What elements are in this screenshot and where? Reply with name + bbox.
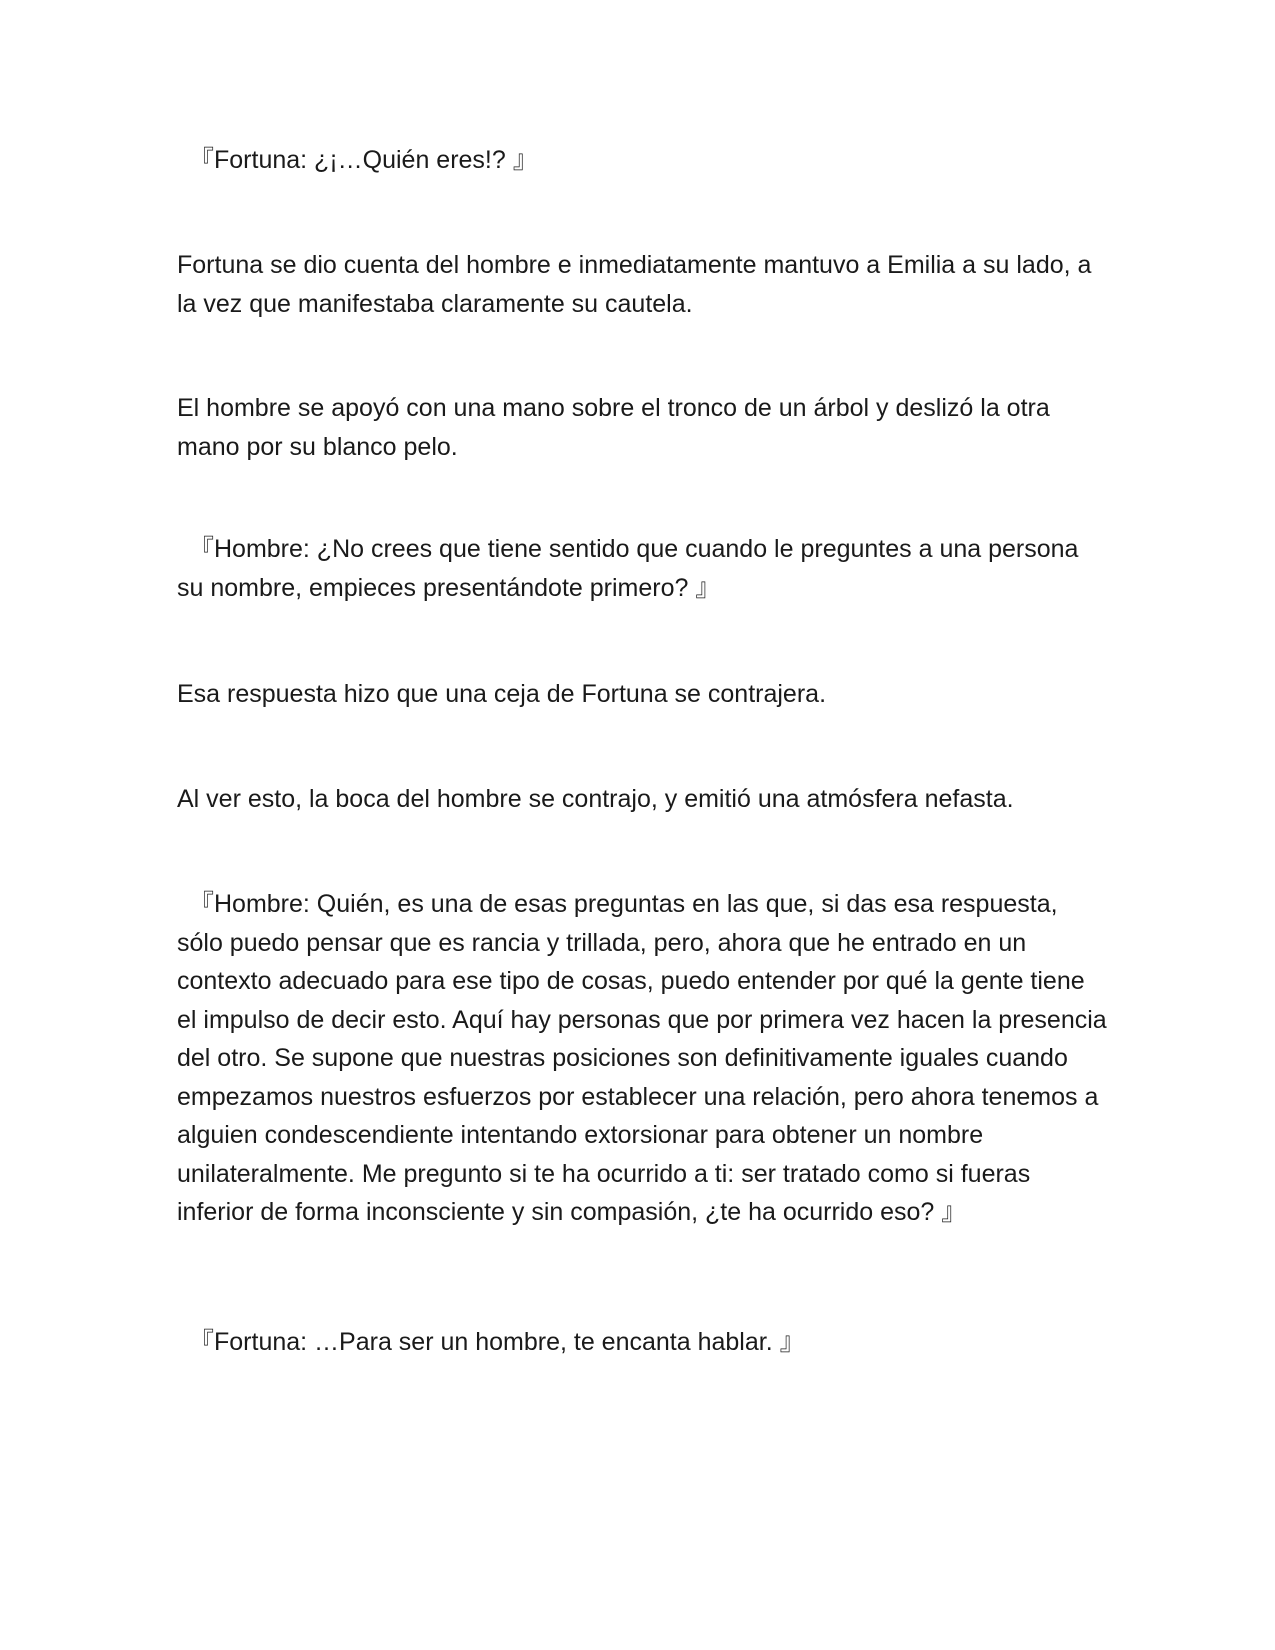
dialogue-fortuna-2: 『Fortuna: …Para ser un hombre, te encanta hablar. 』 xyxy=(189,1328,805,1356)
narration-paragraph-4: Al ver esto, la boca del hombre se contrajo, y emitió una atmósfera nefasta. xyxy=(177,785,1014,813)
dialogue-hombre-1: 『Hombre: ¿No crees que tiene sentido que cuando le preguntes a una persona su nombre, empieces presentándote primero? 』 xyxy=(177,535,1079,602)
narration-paragraph-3: Esa respuesta hizo que una ceja de Fortuna se contrajera. xyxy=(177,680,827,708)
dialogue-fortuna-1: 『Fortuna: ¿¡…Quién eres!? 』 xyxy=(189,146,538,174)
narration-paragraph-2: El hombre se apoyó con una mano sobre el tronco de un árbol y deslizó la otra mano por su blanco pelo. xyxy=(177,394,1050,461)
narration-paragraph-1: Fortuna se dio cuenta del hombre e inmediatamente mantuvo a Emilia a su lado, a la vez que manifestaba claramente su cautela. xyxy=(177,251,1092,318)
dialogue-hombre-2: 『Hombre: Quién, es una de esas preguntas en las que, si das esa respuesta, sólo puedo pensar que es rancia y trillada, pero, ahora que he entrado en un contexto adecuado para ese tipo de cosas, puedo entender por qué la gente tiene el impulso de decir esto. Aquí hay personas que por primera vez hacen la presencia del otro. Se supone que nuestras posiciones son definitivamente iguales cuando empezamos nuestros esfuerzos por establecer una relación, pero ahora tenemos a alguien condescendiente intentando extorsionar para obtener un nombre unilateralmente. Me pregunto si te ha ocurrido a ti: ser tratado como si fueras inferior de forma inconsciente y sin compasión, ¿te ha ocurrido eso? 』 xyxy=(177,890,1107,1226)
